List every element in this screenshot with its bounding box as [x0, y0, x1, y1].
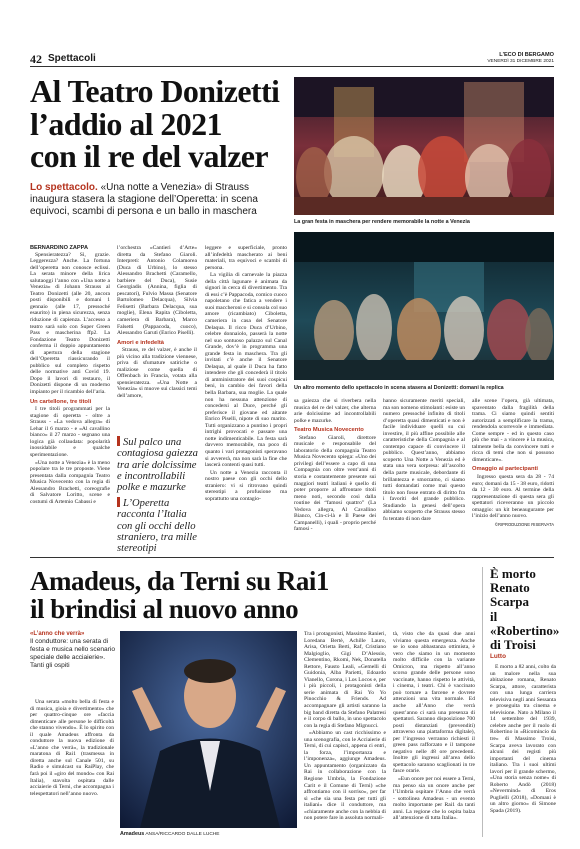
article2-column-3 [393, 631, 475, 836]
caption-name: Amadeus [120, 831, 145, 837]
paragraph: Tra i protagonisti, Massimo Ranieri, Loredana Bertè, Achille Lauro, Arisa, Orietta Berti, Raf, Cristiano Malgioglio, Gigi D’Alessio, Clementino, Rkomi, Nek, Donatella Rettore, Fausto Leali, «Gemelli di Guidonia, Alba Parietti, Edoardo Vianello, Corona, i Los Locos e, per i più piccoli, i protagonisti della serie animata di Rai Yo Yo Pinocchio & Friends. Ad accompagnare gli artisti saranno la big band diretta da Stefano Palatresi e il corpo di ballo, in uno spettacolo con la regia di Stefano Mignucci. [304, 631, 386, 729]
headline-line: con il re del valzer [30, 138, 269, 174]
paragraph: «Eun onore per noi essere a Terni, ma penso sia un onore anche per l’Umbria ospitare l’Anno che verrà - sottolinea Amadeus - un evento molto importante per Rai1 da tanti anni. La regione che lo ospita balza all’attenzione di tutta Italia». [393, 776, 475, 822]
article2-intro [30, 631, 116, 670]
paragraph: I tre titoli programmati per la stagione di operetta - oltre a Strauss - «La vedova allegra» di Lehar il 6 marzo - e «Al cavallino bianco» il 27 marzo - segnano una logica già collaudata: popolarità inossidabile e qualche sperimentazione. [30, 406, 110, 458]
amadeus-photo-image [120, 631, 297, 828]
section-name: Spettacoli [48, 53, 96, 64]
issue-date: VENERDÌ 31 DICEMBRE 2021 [487, 59, 554, 64]
paragraph: Stefano Giaroli, direttore musicale e responsabile del laboratorio della compagnia Teatro Musica Novecento spiega: «Uno dei privilegi dell’essere a capo di una Compagnia con oltre vent’anni di storia e costantemente presente sui maggiori teatri italiani è quello di poter proporre al affrontare titoli meno noti, secondo così dalla routine dei “famosi quattro” (La Vedova allegra, Al Cavallino Bianco, Cin-ci-là e Il Paese dei Campanelli), i quali - proprio perché famosi - [294, 434, 376, 533]
pull-quote-bar [117, 497, 120, 507]
header-rule [30, 66, 554, 67]
stage-photo-masquerade-image [294, 77, 554, 215]
deck-kicker: Lo spettacolo. [30, 182, 98, 193]
headline-line: l’addio al 2021 [30, 105, 222, 142]
paragraph: «Abbiamo un cast ricchissimo e una scenografia, con le Acciaierie di Terni, di cui capisci, appena ci entri, la forza, l’importanza e l’imponenza», aggiunge Amadeus. Un appuntamento (organizzato da Rai in collaborazione con la Regione Umbria, la Fondazione Carit e il Comune di Terni) «che affrontiamo con il sorriso», per far sì «che sia una festa per tutti gli italiani» dice il conduttore, ma «chiaramente anche con la nebbia di non potere fare in assoluta normali- [304, 730, 386, 822]
intro-text: Il conduttore: una serata di festa e musica nello scenario speciale delle acciaierie». Tanti gli ospiti [30, 638, 116, 669]
article1-column-1 [30, 245, 110, 547]
article1-column-2 [117, 245, 197, 425]
article1-headline [30, 75, 296, 173]
subhead: Un cartellone, tre titoli [30, 398, 92, 405]
paragraph: l’orchestra «Cantieri d’Arte» diretta da Stefano Giaroli. Interpreti: Antonio Colamorea (Duca di Urbino), lo stesso Alessandro Brachetti (Caramello, barbiere del Duca), Susie Georgiadis (Annina, figlia di pescatori), Fulvio Massa (Senatore Bartolomeo Delacqua), Silvia Felisetti (Barbara Delacqua, sua moglie), Elena Rapita (Ciboletta, cameriera di Barbara), Marco Falsetti (Pappacoda, cuoco), Alessandro Garuti (Enrico Piselli). [117, 245, 197, 337]
subhead: Teatro Musica Novecento [294, 427, 364, 434]
paragraph: Un notte a Venezia racconta il nostro paese con gli occhi dello straniero: vi si ritrovano quindi stereotipi a profusione ma soprattutto una contagio- [205, 469, 287, 502]
paragraph: hanno sicuramente meriti speciali, ma son nomeno stimolanti: esiste un numero pressoché infinito di titoli d’operetta quasi dimenticati e non è facile individuare quelli su cui investire, il più affine possibile alle caratteristiche della Compagnia e al contempo capace di convincere il pubblico. Quest’anno, abbiamo scoperto Una Notte a Venezia ed è stata una vera sorpresa: all’ascolto della parte musicale, debordante di brillantezza e smorzamo, ci siamo tutti domandati come mai questo titolo non fosse entrato di diritto fra i favoriti del grande pubblico. Studiando la genesi dell’opera abbiamo scoperto che Strauss stesso fu tentato di non dare [383, 398, 465, 522]
subhead: Amori e infedeltà [117, 339, 165, 346]
paragraph: È morto a 82 anni, colto da un malore nella sua abitazione romana, Renato Scarpa, attore, caratterista con una lunga carriera televisiva negli anni Sessanta e proseguita tra cinema e televisione. Nato a Milano il 14 settembre del 1939, celebre anche per il ruolo di Robertino in «Ricomincio da tre» di Massimo Troisi, Scarpa aveva lavorato con alcuni dei registi più importanti del cinema italiano. Tra i suoi ultimi lavori per il grande schermo, «Una storia senza nome» di Roberto Andò (2018) «Nevermind» di Eros Puglielli (2018), «Domani è un altro giorno» di Simone Spada (2019). [490, 664, 556, 815]
paragraph: La vigilia di carnevale la piazza della città lagunare è animata da signori in cerca di divertimento. Tra di essi c’è Pappacoda, comico cuoco napoletano che fatica a vendere i suoi maccheroni e si consola col suo amore (ricambiato) Ciboletta, cameriera in casa del Senatore Delaqua. Il ricco Duca d’Urbino, celebre donnaiolo, passerà la notte nel suo sontuoso palazzo sul Canal Grande, dov’è in programma una grande festa in maschera. Tra gli invitati c’è anche il Senatore Delaqua, al quale il Duca ha fatto intendere che gli concederà il titolo di amministratore dei suoi cospicui beni, in cambio dei favori della bella Barbara, sua moglie. La quale non ha nessuna attenzione di concedersi al Duce, perché gli preferisce il giovane ed aitante Enrico Piselli, nipote di suo marito. Tutti organizzano a puntino i propri intrighi provocati e passare una notte indimenticabile. La festa sarà davvero memorabile, ma poco di quanto i vari protagonisti speravano si avvererà, ma non sarà la fine che lascerà contenti quasi tutti. [205, 272, 287, 469]
page-header [30, 52, 554, 64]
deck-text: «Una notte a Venezia» di Strauss inaugura stasera la stagione dell’Operetta: in scena equivoci, scambi di persona e un ballo in maschera [30, 182, 258, 218]
article2-column-1 [30, 699, 114, 829]
paragraph: Ingresso questa sera da 28 - 74 euro; domani da 15 - 38 euro, ridotti da 12 - 30 euro. Al termine della rappresentazione di questa sera gli spettatori riceveranno un piccolo omaggio: un kit beneaugurante per l’inizio dell’anno nuovo. [472, 474, 554, 520]
stage-photo-scene-image [294, 232, 554, 380]
article3-kicker: Lutto [490, 653, 506, 660]
article1-deck [30, 182, 288, 219]
subhead: Omaggio ai partecipanti [472, 466, 539, 473]
photo1-caption: La gran festa in maschera per rendere memorabile la notte a Venezia [294, 219, 470, 225]
article1-column-4 [294, 398, 376, 547]
paragraph: leggere e superficiale, pronto all’infedeltà mascherato ai beni materiali, tra equivoci e scambi di persona. [205, 245, 287, 271]
article3-headline [490, 566, 560, 653]
pull-quote-bar [117, 436, 120, 446]
paragraph: «Una notte a Venezia» è la meno popolare tra le tre proposte. Viene presentata dalla compagnia Teatro Musica Novecento con la regia di Alessandro Brachetti, coreografie di Salvatore Loritto, scene e costumi di Artemio Cabassi e [30, 459, 110, 505]
byline: BERNARDINO ZAPPA [30, 245, 89, 251]
stage-photo-scene [294, 232, 554, 380]
headline-line: Amadeus, da Terni su Rai1 [30, 566, 329, 596]
page-number: 42 [30, 52, 42, 66]
paragraph: Una serata «molto bella di festa e di musica, gioia e divertimento» che per quattro-cinque ore «faccia dimenticare alle persone le difficoltà che stanno vivendo». È lo spirito con il quale Amadeus affronta da conduttore la nuova edizione di «L’anno che verrà», la tradizionale maratona di Rai1 (trasmessa in diretta anche sul Canale 501, su Radio e simulcast su RaiPlay, che farà poi il «giro del mondo» con Rai Italia), stavolta ospitata dalle acciaierie di Terni, che accompagna i telespettatori nell’anno nuovo. [30, 699, 114, 797]
section-divider [30, 557, 554, 558]
article2-headline [30, 567, 440, 623]
photo2-caption: Un altro momento dello spettacolo in scena stasera al Donizetti: domani la replica [294, 385, 504, 391]
amadeus-photo-caption [120, 831, 297, 837]
article3-divider [482, 567, 483, 837]
intro-kicker: «L’anno che verrà» [30, 631, 85, 637]
headline-line: Al Teatro Donizetti [30, 73, 280, 109]
amadeus-photo [120, 631, 297, 828]
pull-quote-2 [117, 497, 199, 554]
headline-line: di Troisi [490, 637, 536, 653]
paragraph: sa gaiezza che si riverbera nella musica del re del valzer, che alterna arie dolcissime ad incontrollabili polke e mazurke. [294, 398, 376, 424]
paragraph: Spensieratezza? Sì, grazie. Leggerezza? Anche. La fortuna dell’operetta non conosce eclissi. La serata minore della lirica salutaoggi l’anno con «Una notte a Venezia» di Johann Strauss al Teatro Donizetti (alle 20, ancora posti disponibili e domani 1 gennaio (alle 17, pressoché esaurito) in piena sicurezza, senza riduzione di capienza. L’accesso a teatro sarà solo con Super Green Pass e mascherina ffp2. La Fondazione Teatro Donizetti conferma il doppio appuntamento di apertura della stagione dell’Operetta riassicurando il pubblico sul completo rispetto delle normative anti Covid 19. Dopo il lavori di restauro, il Donizetti dispone di un moderno impianto per il ricambio dell’aria. [30, 251, 110, 396]
pull-quote-1 [117, 436, 199, 493]
article1-column-3 [205, 245, 287, 547]
pull-quote-text: L’Operetta racconta l’Italia con gli occhi dello straniero, tra mille stereotipi [117, 498, 197, 555]
stage-photo-masquerade [294, 77, 554, 215]
headline-line: il «Robertino» [490, 608, 560, 638]
paper-name: L'ECO DI BERGAMO [499, 52, 554, 58]
pull-quote-text: Sul palco una contagiosa gaiezza tra arie dolcissime e incontrollabili polke e mazurke [117, 437, 198, 494]
article1-column-5 [383, 398, 465, 547]
article2-column-2 [304, 631, 386, 836]
article3-column [490, 664, 556, 836]
headline-line: il brindisi al nuovo anno [30, 594, 299, 624]
headline-line: È morto [490, 566, 536, 581]
paragraph: alle scene l’opera, già ultimata, spaventato dalla fragilità della trama. Ci siamo quindi sentiti autorizzati a semplificare la trama, rendendola scorrevole e immediata. Come sempre - ed in questo caso più che mai - a vincere è la musica, talmente bella da convincere tutti e ricca di temi che non si possono dimenticare». [472, 398, 554, 463]
headline-line: Renato Scarpa [490, 580, 530, 610]
caption-credit: ANSA/RICCARDO DALLE LUCHE [145, 832, 220, 837]
paragraph: Strauss, re del valzer, è anche il più vicino alla tradizione viennese, priva di sfumature satiriche o maliziose come quella di Offenbach in Francia, votata alla spensieratezza. «Una Notte a Venezia» si muove sui classici temi dell’amore, [117, 347, 197, 400]
paragraph: tà, visto che da quasi due anni viviamo questa emergenza. Anche se io sono abbastanza ottimista, è vero che siamo in un momento molto difficile con la variante Omicron, ma rispetto all’anno scorso grande delle persone sono vaccinate, hanno rispetto le attività, i cinema, i teatri. Chi è vaccinato può tornare a farcene e dovrete attenzioni una vita normale. Ed anche all’Anno che verrà quest’anno ci sarà una presenza di spettatori. Saranno disposizione 700 posti distanziati (prevenditi) attraverso una piattaforma digitale), per l’ingresso verranno richiesti il green pass rafforzato e il tampone negativo nelle 48 ore precedenti. Inoltre gli ingressi all’area dello spettacolo saranno scaglionati in tre fasce orarie. [393, 631, 475, 775]
article1-column-6 [472, 398, 554, 547]
copyright-credit: ©RIPRODUZIONE RISERVATA [494, 521, 554, 527]
